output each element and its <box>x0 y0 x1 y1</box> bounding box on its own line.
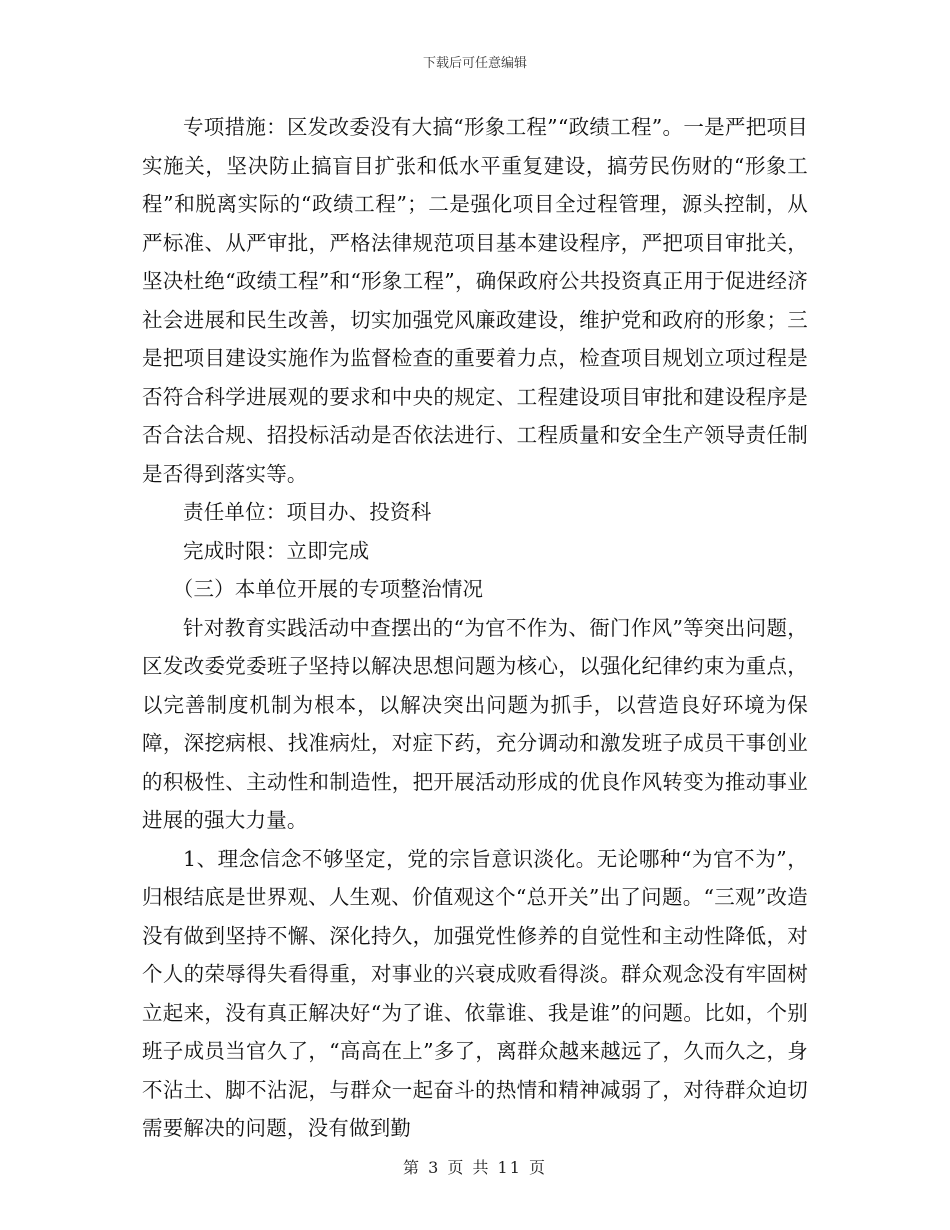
paragraph-rectification: 针对教育实践活动中查摆出的“为官不作为、衙门作风”等突出问题，区发改委党委班子坚持以解决思想问题为核心，以强化纪律约束为重点，以完善制度机制为根本，以解决突出问题为抓手，以营造良好环境为保障，深挖病根、找准病灶，对症下药，充分调动和激发班子成员干事创业的积极性、主动性和制造性，把开展活动形成的优良作风转变为推动事业进展的强大力量。 <box>142 615 808 832</box>
page-number: 第 3 页 共 11 页 <box>403 1158 547 1177</box>
paragraph-responsible-unit: 责任单位：项目办、投资科 <box>183 500 432 524</box>
paragraph-special-measures: 专项措施：区发改委没有大搞“形象工程”“政绩工程”。一是严把项目实施关，坚决防止搞盲目扩张和低水平重复建设，搞劳民伤财的“形象工程”和脱离实际的“政绩工程”；二是强化项目全过程管理，源头控制，从严标准、从严审批，严格法律规范项目基本建设程序，严把项目审批关，坚决杜绝“政绩工程”和“形象工程”，确保政府公共投资真正用于促进经济社会进展和民生改善，切实加强党风廉政建设，维护党和政府的形象；三是把项目建设实施作为监督检查的重要着力点，检查项目规划立项过程是否符合科学进展观的要求和中央的规定、工程建设项目审批和建设程序是否合法合规、招投标活动是否依法进行、工程质量和安全生产领导责任制是否得到落实等。 <box>142 115 808 486</box>
document-body <box>142 108 808 1148</box>
section-heading: （三）本单位开展的专项整治情况 <box>172 577 484 601</box>
paragraph-beliefs: 1、理念信念不够坚定，党的宗旨意识淡化。无论哪种“为官不为”，归根结底是世界观、人生观、价值观这个“总开关”出了问题。“三观”改造没有做到坚持不懈、深化持久，加强党性修养的自觉性和主动性降低，对个人的荣辱得失看得重，对事业的兴衰成败看得淡。群众观念没有牢固树立起来，没有真正解决好“为了谁、依靠谁、我是谁”的问题。比如，个别班子成员当官久了，“高高在上”多了，离群众越来越远了，久而久之，身不沾土、脚不沾泥，与群众一起奋斗的热情和精神减弱了，对待群众迫切需要解决的问题，没有做到勤 <box>142 846 808 1140</box>
paragraph-deadline: 完成时限：立即完成 <box>183 538 370 563</box>
page-header: 下载后可任意编辑 <box>422 56 527 71</box>
